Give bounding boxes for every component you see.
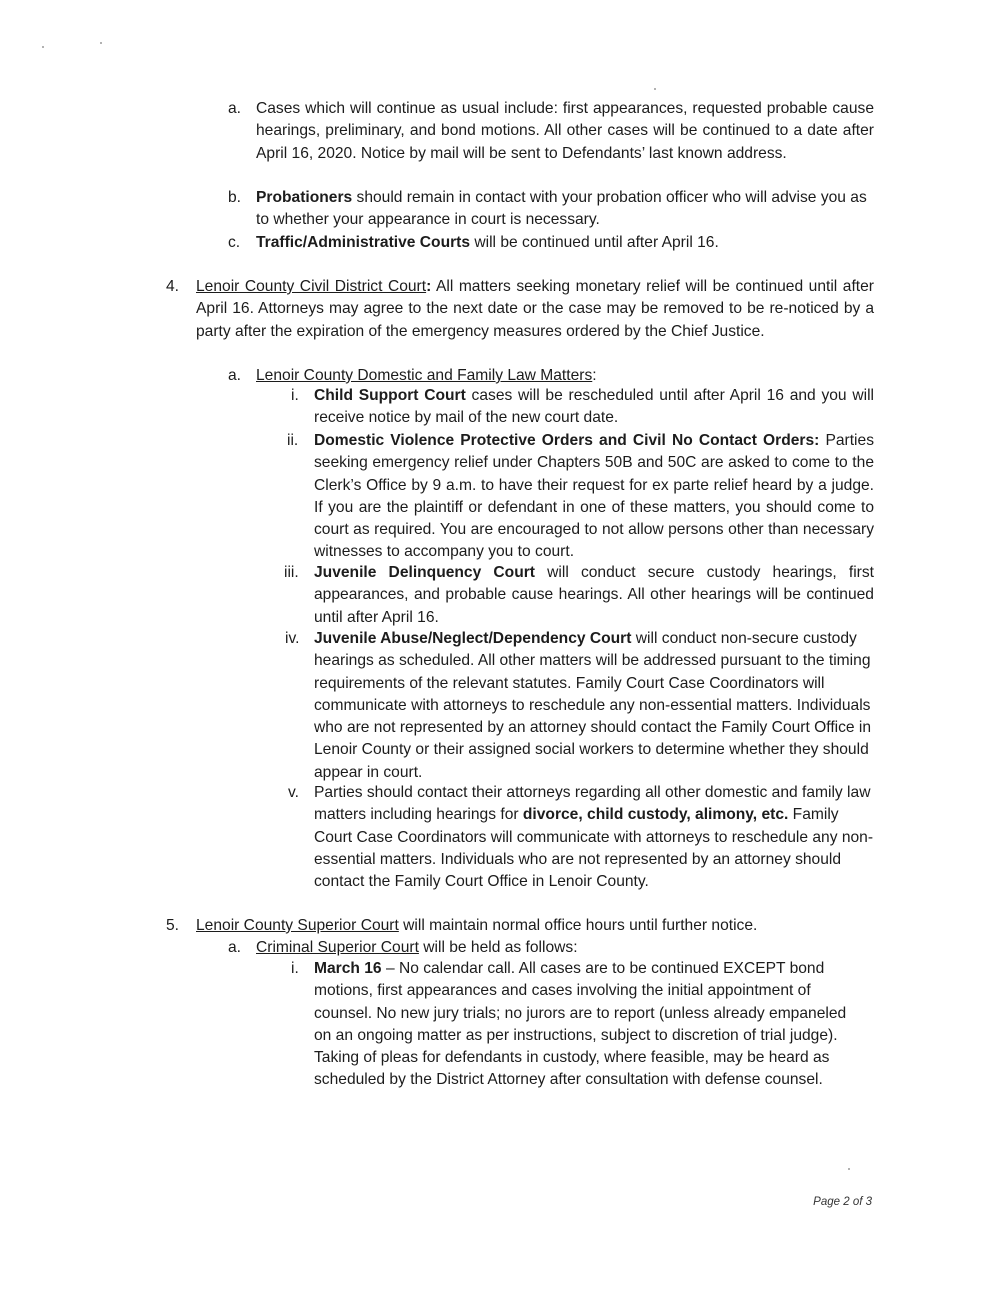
item-4a-v-body-2: Family Court Case Coordinators will communicate with attorneys to reschedule any non-essential matters. Individuals who are not represented by an attorney should contact the Family Court Office in Lenoir County. [314,806,874,891]
item-3a-marker: a. [228,100,242,117]
item-4a-v-text [314,782,874,893]
page-number-footer: Page 2 of 3 [813,1196,872,1208]
item-3a-body: Cases which will continue as usual include: first appearances, requested probable cause hearings, preliminary, and bond motions. All other cases will be continued to a date after April 16, 2020. Notice by mail will be sent to Defendants’ last known address. [256,100,874,162]
item-4a-iv-text [314,628,874,784]
item-4a-iii-body: will conduct secure custody hearings, first appearances, and probable cause hearings. All other hearings will be continued until after April 16. [314,564,874,626]
item-4a-text [256,365,874,387]
section-4-marker: 4. [166,278,180,295]
item-5a-i-text [314,958,866,1092]
item-3c-body: will be continued until after April 16. [470,234,719,251]
item-4a-colon: : [592,367,597,384]
section-5-text [196,915,874,937]
item-5a-body: will be held as follows: [418,939,578,956]
item-4a-marker: a. [228,367,242,384]
item-4a-i-text [314,385,874,430]
item-5a-i-bold: March 16 [314,960,382,977]
section-4-heading: Lenoir County Civil District Court [196,278,427,295]
item-4a-iv-marker: iv. [285,630,300,647]
section-5-marker: 5. [166,917,180,934]
item-3c-text [256,232,876,254]
section-5-body: will maintain normal office hours until further notice. [398,917,758,934]
item-4a-v-body-1: Parties should contact their attorneys regarding all other domestic and family law matters including hearings for [314,784,871,824]
scan-speck [100,42,102,44]
item-3b-marker: b. [228,189,242,206]
item-4a-i-bold: Child Support Court [314,387,466,404]
scan-speck [42,46,44,48]
item-4a-ii-text [314,430,874,564]
item-5a-heading: Criminal Superior Court [256,939,419,956]
item-3b-body: should remain in contact with your probation officer who will advise you as to whether your appearance in court is necessary. [256,189,867,229]
item-4a-i-body: cases will be rescheduled until after April 16 and you will receive notice by mail of the new court date. [314,387,875,427]
item-4a-iii-text [314,562,874,629]
scan-speck [848,1168,850,1170]
item-3b-text [256,187,876,232]
item-5a-i-body: – No calendar call. All cases are to be continued EXCEPT bond motions, first appearances and cases involving the initial appointment of counsel. No new jury trials; no jurors are to report (unless already empaneled on an ongoing matter as per instructions, subject to discretion of trial judge). Taking of pleas for defendants in custody, where feasible, may be heard as scheduled by the District Attorney after consultation with defense counsel. [314,960,847,1089]
item-4a-iii-marker: iii. [284,564,299,581]
item-5a-i-marker: i. [291,960,299,977]
item-3a-text [256,98,874,165]
scan-speck [654,88,656,90]
section-4-body: All matters seeking monetary relief will be continued until after April 16. Attorneys may agree to the next date or the case may be removed to be re-noticed by a party after the expiration of the emergency measures ordered by the Chief Justice. [196,278,874,340]
item-3c-marker: c. [228,234,241,251]
item-5a-marker: a. [228,939,242,956]
item-3b-bold: Probationers [256,189,353,206]
section-4-colon: : [426,278,432,295]
section-4-text [196,276,874,343]
item-4a-v-bold: divorce, child custody, alimony, etc. [522,806,789,824]
item-4a-iv-bold: Juvenile Abuse/Neglect/Dependency Court [314,630,632,647]
item-3c-bold: Traffic/Administrative Courts [256,234,471,251]
item-4a-ii-bold: Domestic Violence Protective Orders and Civil No Contact Orders: [314,432,820,449]
section-5-heading: Lenoir County Superior Court [196,917,399,934]
item-4a-ii-marker: ii. [287,432,299,449]
item-4a-v-marker: v. [288,784,299,801]
item-4a-iii-bold: Juvenile Delinquency Court [314,564,535,581]
item-4a-iv-body: will conduct non-secure custody hearings as scheduled. All other matters will be addressed pursuant to the timing requirements of the relevant statutes. Family Court Case Coordinators will communicate with attorneys to reschedule any non-essential matters. Individuals who are not represented by an attorney should contact the Family Court Office in Lenoir County or their assigned social workers to determine whether they should appear in court. [314,630,872,781]
item-4a-i-marker: i. [291,387,299,404]
item-4a-heading: Lenoir County Domestic and Family Law Matters [256,367,593,384]
item-4a-ii-body: Parties seeking emergency relief under Chapters 50B and 50C are asked to come to the Clerk’s Office by 9 a.m. to have their request for ex parte relief heard by a judge. If you are the plaintiff or defendant in one of these matters, you should come to court as required. You are encouraged to not allow persons other than necessary witnesses to accompany you to court. [314,432,874,561]
item-5a-text [256,937,874,959]
